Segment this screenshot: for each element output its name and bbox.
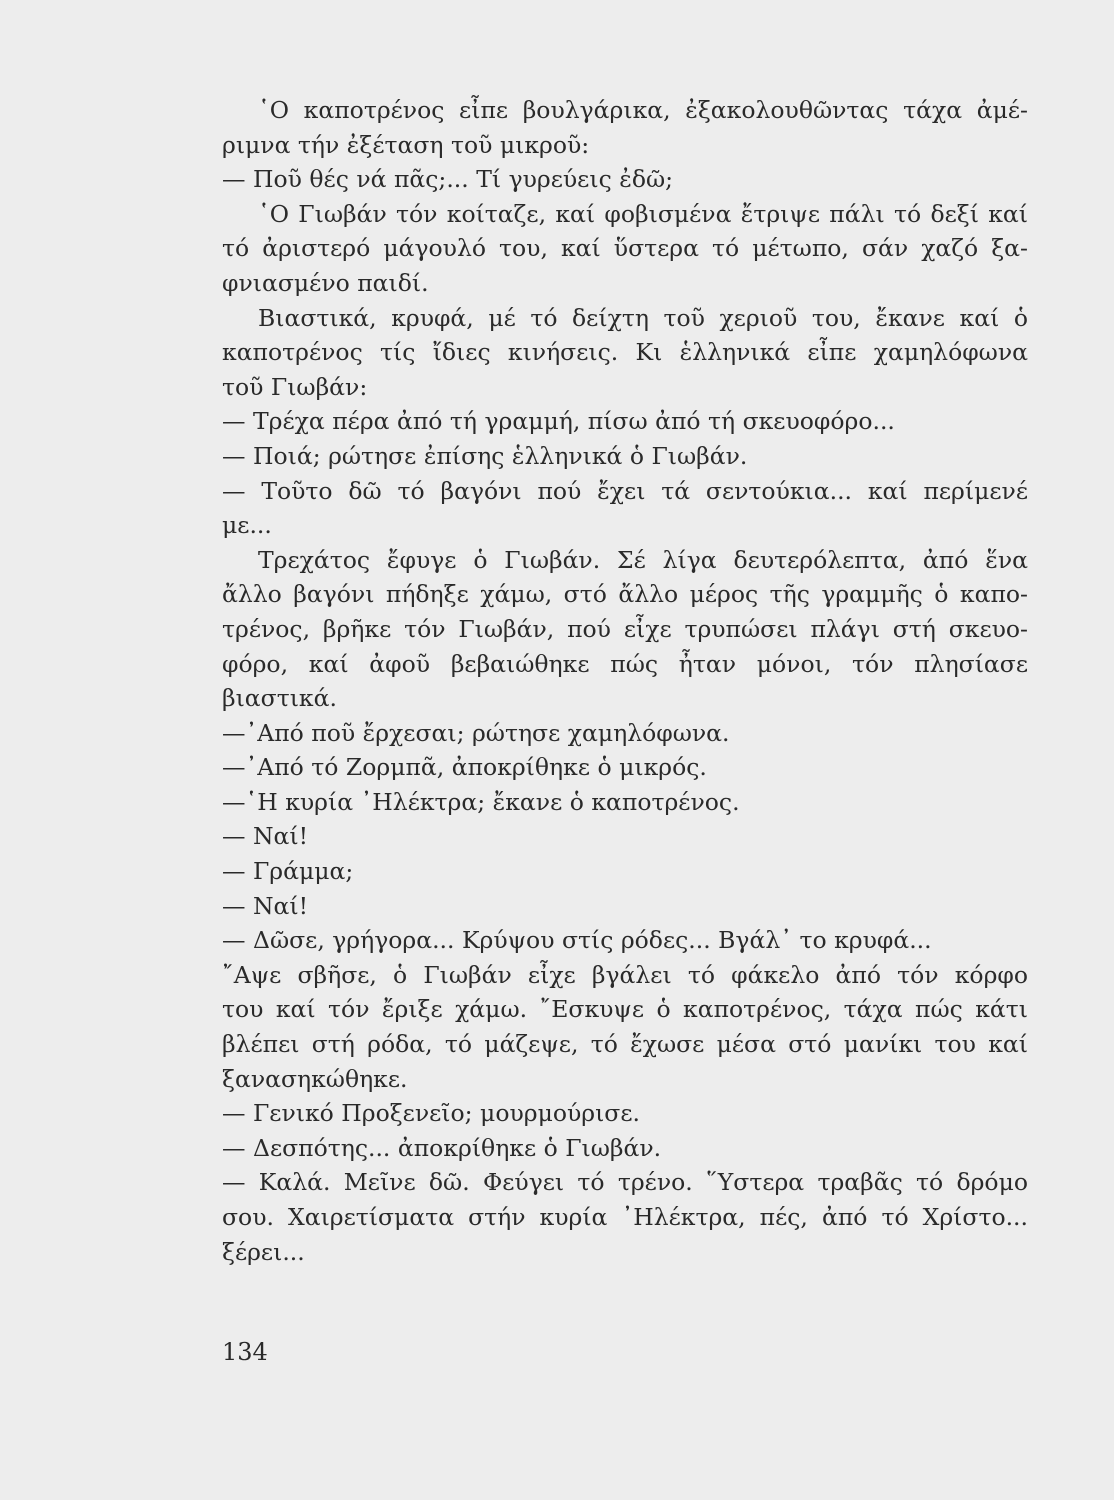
text-line: ῎Αψε σβῆσε, ὁ Γιωβάν εἶχε βγάλει τό φάκελο ἀπό τόν κόρφο <box>222 960 1028 989</box>
text-line: —῾Η κυρία ᾿Ηλέκτρα; ἔκανε ὁ καποτρένος. <box>222 787 740 816</box>
text-line: — Ποιά; ρώτησε ἐπίσης ἑλληνικά ὁ Γιωβάν. <box>222 441 748 470</box>
text-line: ῾Ο καποτρένος εἶπε βουλγάρικα, ἐξακολουθῶντας τάχα ἀμέ- <box>258 96 1028 124</box>
text-line: ῾Ο Γιωβάν τόν κοίταζε, καί φοβισμένα ἔτριψε πάλι τό δεξί καί <box>258 199 1028 228</box>
text-line: — Ναί! <box>222 891 309 920</box>
text-line: — Γράμμα; <box>222 857 354 886</box>
text-line: καποτρένος τίς ἴδιες κινήσεις. Κι ἑλληνικά εἶπε χαμηλόφωνα <box>222 338 1028 367</box>
text-line: φόρο, καί ἀφοῦ βεβαιώθηκε πώς ἦταν μόνοι, τόν πλησίασε <box>222 649 1028 678</box>
text-line: σου. Χαιρετίσματα στήν κυρία ᾿Ηλέκτρα, πές, ἀπό τό Χρίστο... <box>222 1203 1028 1231</box>
text-line: — Γενικό Προξενεῖο; μουρμούρισε. <box>222 1099 640 1128</box>
text-line: τό ἀριστερό μάγουλό του, καί ὕστερα τό μέτωπο, σάν χαζό ξα- <box>222 234 1028 263</box>
page-number: 134 <box>222 1338 268 1366</box>
text-line: — Τρέχα πέρα ἀπό τή γραμμή, πίσω ἀπό τή σκευοφόρο... <box>222 407 895 436</box>
text-line: ἄλλο βαγόνι πήδηξε χάμω, στό ἄλλο μέρος τῆς γραμμῆς ὁ καπο- <box>222 580 1028 609</box>
text-line: ξανασηκώθηκε. <box>222 1064 408 1093</box>
text-line: ξέρει... <box>222 1237 305 1266</box>
text-line: — Δῶσε, γρήγορα... Κρύψου στίς ρόδες... Βγάλ᾿ το κρυφά... <box>222 926 932 955</box>
text-line: — Καλά. Μεῖνε δῶ. Φεύγει τό τρένο. ῞Υστερα τραβᾶς τό δρόμο <box>222 1168 1028 1197</box>
text-line: βλέπει στή ρόδα, τό μάζεψε, τό ἔχωσε μέσα στό μανίκι του καί <box>222 1030 1028 1059</box>
text-line: τοῦ Γιωβάν: <box>222 372 368 401</box>
text-line: με... <box>222 511 272 540</box>
text-line: Τρεχάτος ἔφυγε ὁ Γιωβάν. Σέ λίγα δευτερόλεπτα, ἀπό ἕνα <box>258 545 1028 574</box>
text-line: Βιαστικά, κρυφά, μέ τό δείχτη τοῦ χεριοῦ του, ἔκανε καί ὁ <box>258 303 1028 332</box>
text-line: τρένος, βρῆκε τόν Γιωβάν, πού εἶχε τρυπώσει πλάγι στή σκευο- <box>222 614 1028 643</box>
text-line: — Ποῦ θές νά πᾶς;... Τί γυρεύεις ἐδῶ; <box>222 165 674 194</box>
text-line: — Ναί! <box>222 822 309 851</box>
text-line: ριμνα τήν ἐξέταση τοῦ μικροῦ: <box>222 130 590 159</box>
text-line: — Τοῦτο δῶ τό βαγόνι πού ἔχει τά σεντούκια... καί περίμενέ <box>222 476 1028 505</box>
body-text <box>222 93 1028 1269</box>
text-line: —᾿Από τό Ζορμπᾶ, ἀποκρίθηκε ὁ μικρός. <box>222 753 707 782</box>
text-line: του καί τόν ἔριξε χάμω. ῎Εσκυψε ὁ καποτρένος, τάχα πώς κάτι <box>222 995 1028 1024</box>
text-line: — Δεσπότης... ἀποκρίθηκε ὁ Γιωβάν. <box>222 1133 662 1162</box>
text-line: φνιασμένο παιδί. <box>222 268 429 297</box>
text-line: —᾿Από ποῦ ἔρχεσαι; ρώτησε χαμηλόφωνα. <box>222 718 730 747</box>
text-line: βιαστικά. <box>222 684 337 713</box>
